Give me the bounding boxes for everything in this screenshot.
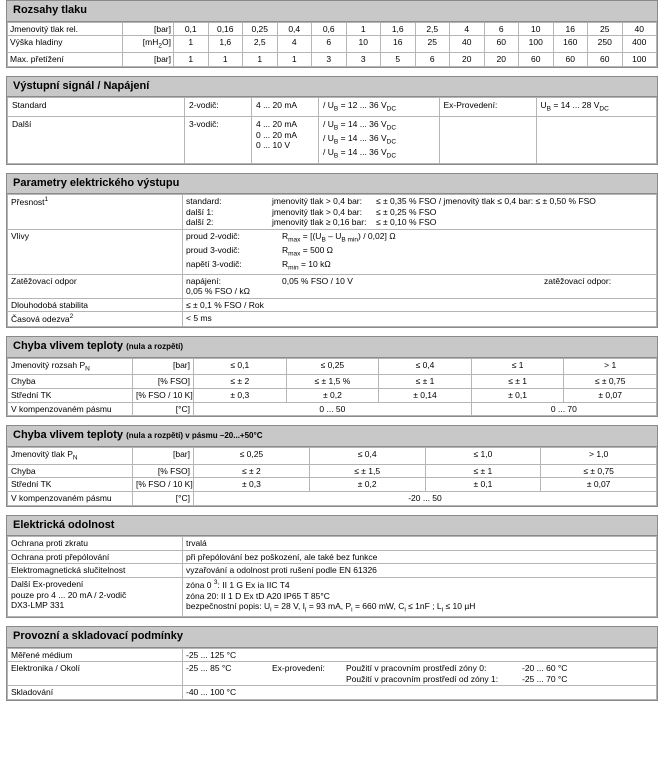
- note-text: Použití v pracovním prostředí od zóny 1:: [346, 673, 499, 684]
- cell: 0,6: [312, 22, 347, 36]
- table-row: [8, 117, 657, 163]
- cell: 6: [484, 22, 519, 36]
- supply-value: / $U_B = 12$ ... 36 $V_{DC}$: [319, 98, 440, 117]
- cell: ≤ ± 2: [194, 375, 287, 389]
- row-label: Zatěžovací odpor: [8, 274, 183, 298]
- table-row: [8, 53, 657, 67]
- value-subkey: jmenovitý tlak ≥ 0,16 bar:: [272, 217, 367, 228]
- cell: 0,16: [208, 22, 243, 36]
- row-unit: [% FSO / 10 K]: [133, 388, 194, 402]
- footnote-marker: 1: [44, 196, 49, 204]
- row-label: Max. přetížení: [8, 53, 123, 67]
- cell: 1: [174, 53, 209, 67]
- cell: 2,5: [415, 22, 450, 36]
- row-value: -25 ... 125 °C: [183, 648, 657, 662]
- cell: ≤ ± 2: [194, 464, 310, 478]
- cell: ± 0,3: [194, 388, 287, 402]
- row-label: Elektronika / Okolí: [8, 662, 183, 686]
- label-text: Časová odezva: [11, 314, 70, 325]
- value-line: zóna 20: II 1 D Ex tD A20 IP65 T 85°C: [186, 590, 330, 601]
- row-value: -40 ... 100 °C: [183, 686, 657, 700]
- cell: 3: [346, 53, 381, 67]
- section-output-signal: [6, 76, 658, 165]
- cell: 6: [312, 36, 347, 53]
- section-title: Rozsahy tlaku: [7, 1, 657, 22]
- value-key: proud 2-vodič:: [186, 231, 240, 242]
- title-text: Chyba vlivem teploty: [13, 339, 124, 352]
- signal-value: 0 ... 10 V: [256, 140, 291, 151]
- row-unit: [bar]: [123, 22, 174, 36]
- table-row: [8, 195, 657, 230]
- cell: ≤ ± 1,5 %: [286, 375, 379, 389]
- label-text: Přesnost: [11, 197, 45, 208]
- ex-label: [439, 117, 536, 163]
- cell: ± 0,2: [309, 478, 425, 492]
- cell: 1: [346, 22, 381, 36]
- row-label: Ochrana proti přepólování: [8, 550, 183, 564]
- table-row: [8, 464, 657, 478]
- cell: 3: [312, 53, 347, 67]
- cell: 1,6: [208, 36, 243, 53]
- cell: 2,5: [243, 36, 278, 53]
- cell: 100: [519, 36, 554, 53]
- ex-label: Ex-Provedení:: [439, 98, 536, 117]
- row-unit: [% FSO]: [133, 375, 194, 389]
- supply-value: / $U_B = 14$ ... 36 $V_{DC}$: [323, 119, 397, 132]
- section-title: Provozní a skladovací podmínky: [7, 627, 657, 648]
- table-row: [8, 375, 657, 389]
- title-subtext: (nula a rozpětí): [126, 341, 183, 351]
- table-row: [8, 36, 657, 53]
- table-row: [8, 358, 657, 375]
- row-unit: [bar]: [133, 358, 194, 375]
- value-line: [186, 196, 653, 207]
- row-label: Jmenovitý rozsah $P_N$: [8, 358, 133, 375]
- supply-value: / $U_B = 14$ ... 36 $V_{DC}$: [323, 132, 397, 146]
- cell: ≤ 0,4: [379, 358, 472, 375]
- row-unit: $[mH_2O]$: [123, 36, 174, 53]
- row-unit: [% FSO / 10 K]: [133, 478, 194, 492]
- value-key: napětí 3-vodič:: [186, 258, 242, 269]
- value-line: [186, 259, 653, 273]
- cell: ≤ 0,25: [286, 358, 379, 375]
- value-text: -25 ... 85 °C: [186, 663, 232, 674]
- row-value: [183, 274, 657, 298]
- row-label: Ochrana proti zkratu: [8, 537, 183, 551]
- section-title: [7, 337, 657, 358]
- value-subkey: jmenovitý tlak > 0,4 bar:: [272, 196, 363, 207]
- row-label: Chyba: [8, 464, 133, 478]
- value-line: [186, 245, 653, 259]
- row-label: Dlouhodobá stabilita: [8, 298, 183, 312]
- cell: ± 0,1: [471, 388, 564, 402]
- value-line: zóna 0 $^3$: II 1 G Ex ia IIC T4: [186, 579, 290, 590]
- table-row: [8, 298, 657, 312]
- cell: ± 0,14: [379, 388, 472, 402]
- value-line: [186, 276, 653, 297]
- table-row: [8, 274, 657, 298]
- value-text: ≤ ± 0,35 % FSO / jmenovitý tlak ≤ 0,4 bar: ≤ ± 0,50 % FSO: [376, 196, 596, 207]
- label-line: DX3-LMP 331: [11, 600, 65, 611]
- note-value: -20 ... 60 °C: [522, 663, 568, 674]
- row-value: při přepólování bez poškození, ale také bez funkce: [183, 550, 657, 564]
- cell: ≤ 0,4: [309, 447, 425, 464]
- cell: > 1: [564, 358, 657, 375]
- value-text: $R_{max} = 500$ Ω: [282, 244, 334, 258]
- table-row: [8, 402, 657, 416]
- section-electrical-output: [6, 173, 658, 328]
- cell: ≤ ± 1,5: [309, 464, 425, 478]
- label-line: pouze pro 4 ... 20 mA / 2-vodič: [11, 589, 127, 600]
- table-row: [8, 230, 657, 274]
- cell: 40: [622, 22, 657, 36]
- cell: 1,6: [381, 22, 416, 36]
- table-row: [8, 22, 657, 36]
- cell: 400: [622, 36, 657, 53]
- row-label: Skladování: [8, 686, 183, 700]
- cell: ≤ ± 0,75: [541, 464, 657, 478]
- row-unit: [°C]: [133, 402, 194, 416]
- section-title: Parametry elektrického výstupu: [7, 174, 657, 195]
- value-text: ≤ ± 0,10 % FSO: [376, 217, 437, 228]
- row-label: V kompenzovaném pásmu: [8, 491, 133, 505]
- cell: 10: [346, 36, 381, 53]
- label-line: Další Ex-provedení: [11, 579, 84, 590]
- row-label: Standard: [8, 98, 185, 117]
- section-title: Výstupní signál / Napájení: [7, 77, 657, 98]
- cell: ≤ 1,0: [425, 447, 541, 464]
- ex-value: [536, 117, 657, 163]
- row-label: Měřené médium: [8, 648, 183, 662]
- value-text: $R_{min} = 10$ kΩ: [282, 258, 331, 272]
- cell: 1: [208, 53, 243, 67]
- value-subkey: jmenovitý tlak > 0,4 bar:: [272, 206, 363, 217]
- cell: 16: [381, 36, 416, 53]
- supply-value: / $U_B = 14$ ... 36 $V_{DC}$: [323, 146, 397, 160]
- table-row: [8, 578, 657, 617]
- table-row: [8, 388, 657, 402]
- row-unit: [bar]: [133, 447, 194, 464]
- cell: 160: [553, 36, 588, 53]
- cell: 20: [450, 53, 485, 67]
- signal-value: 4 ... 20 mA: [256, 119, 298, 130]
- cell: 25: [415, 36, 450, 53]
- value-line: [186, 207, 653, 218]
- cell: 60: [588, 53, 623, 67]
- cell: 4: [450, 22, 485, 36]
- signal-value: 0 ... 20 mA: [256, 129, 298, 140]
- cell: 60: [484, 36, 519, 53]
- cell: > 1,0: [541, 447, 657, 464]
- value-text: ≤ ± 0,25 % FSO: [376, 206, 437, 217]
- table-row: [8, 550, 657, 564]
- row-unit: [bar]: [123, 53, 174, 67]
- cell: ≤ ± 1: [471, 375, 564, 389]
- row-label: [8, 312, 183, 326]
- section-temp-error-1: [6, 336, 658, 417]
- cell: 0,1: [174, 22, 209, 36]
- electrical-resistance-table: [7, 536, 657, 617]
- title-text: Chyba vlivem teploty: [13, 429, 124, 442]
- row-unit: [% FSO]: [133, 464, 194, 478]
- cell: ± 0,1: [425, 478, 541, 492]
- row-value: [183, 195, 657, 230]
- cell: 20: [484, 53, 519, 67]
- row-label: [8, 578, 183, 617]
- value-subkey: zatěžovací odpor:: [544, 275, 612, 286]
- row-label: Výška hladiny: [8, 36, 123, 53]
- footnote-marker: 2: [69, 313, 74, 321]
- row-label: Jmenovitý tlak $P_N$: [8, 447, 133, 464]
- value-line: [186, 674, 653, 685]
- table-row: [8, 98, 657, 117]
- row-value: ≤ ± 0,1 % FSO / Rok: [183, 298, 657, 312]
- pressure-range-table: [7, 22, 657, 67]
- row-label: Střední TK: [8, 478, 133, 492]
- value-key: proud 3-vodič:: [186, 244, 240, 255]
- note-value: -25 ... 70 °C: [522, 673, 568, 684]
- cell: -20 ... 50: [194, 491, 657, 505]
- cell: ± 0,2: [286, 388, 379, 402]
- value-text: 0,05 % FSO / 10 V: [282, 275, 353, 286]
- value-line: bezpečnostní popis: $U_i = 28$ V, $I_i = 93$ mA, $P_i = 660$ mW, $C_i \le 1nF$ ; $L_i \le 10$ µH: [186, 601, 476, 614]
- row-value: < 5 ms: [183, 312, 657, 326]
- value-key: další 1:: [186, 206, 214, 217]
- cell: 1: [277, 53, 312, 67]
- output-signal-table: [7, 97, 657, 163]
- table-row: [8, 662, 657, 686]
- value-line: [186, 663, 653, 674]
- ex-value: $U_B = 14$ ... 28 $V_{DC}$: [536, 98, 657, 117]
- cell: 0,4: [277, 22, 312, 36]
- note-text: Použití v pracovním prostředí zóny 0:: [346, 663, 487, 674]
- cell: 60: [553, 53, 588, 67]
- value-line: [186, 217, 653, 228]
- section-title: [7, 426, 657, 447]
- cell: ≤ 0,1: [194, 358, 287, 375]
- cell: ≤ 1: [471, 358, 564, 375]
- cell: 0 ... 70: [471, 402, 656, 416]
- cell: ≤ ± 0,75: [564, 375, 657, 389]
- supply-values: [319, 117, 440, 163]
- section-title: Elektrická odolnost: [7, 516, 657, 537]
- cell: 0,25: [243, 22, 278, 36]
- table-row: [8, 478, 657, 492]
- value-key: napájení:: [186, 275, 221, 286]
- cell: 100: [622, 53, 657, 67]
- cell: 1: [243, 53, 278, 67]
- section-electrical-resistance: [6, 515, 658, 618]
- value-text: $R_{max} = [(U_B - U_{B min}) / 0,02]$ Ω: [282, 231, 396, 244]
- cell: 10: [519, 22, 554, 36]
- cell: ± 0,3: [194, 478, 310, 492]
- note-key: Ex-provedení:: [272, 663, 325, 674]
- footnote-marker: 3: [213, 579, 218, 587]
- table-row: [8, 537, 657, 551]
- cell: ≤ ± 1: [379, 375, 472, 389]
- row-value: [183, 230, 657, 274]
- wiring-type: 3-vodič:: [185, 117, 252, 163]
- value-key: standard:: [186, 196, 222, 207]
- table-row: [8, 447, 657, 464]
- cell: 0 ... 50: [194, 402, 472, 416]
- table-row: [8, 312, 657, 326]
- row-label: Elektromagnetická slučitelnost: [8, 564, 183, 578]
- row-label: V kompenzovaném pásmu: [8, 402, 133, 416]
- cell: 1: [174, 36, 209, 53]
- operating-conditions-table: [7, 648, 657, 701]
- signal-value: 4 ... 20 mA: [252, 98, 319, 117]
- row-value: trvalá: [183, 537, 657, 551]
- cell: ± 0,07: [564, 388, 657, 402]
- cell: ≤ 0,25: [194, 447, 310, 464]
- section-pressure-ranges: [6, 0, 658, 68]
- row-label: Střední TK: [8, 388, 133, 402]
- row-label: Jmenovitý tlak rel.: [8, 22, 123, 36]
- cell: 25: [588, 22, 623, 36]
- cell: ≤ ± 1: [425, 464, 541, 478]
- row-value: [183, 662, 657, 686]
- cell: ± 0,07: [541, 478, 657, 492]
- row-label: Chyba: [8, 375, 133, 389]
- section-operating-conditions: [6, 626, 658, 701]
- row-label: Vlivy: [8, 230, 183, 274]
- row-unit: [°C]: [133, 491, 194, 505]
- cell: 4: [277, 36, 312, 53]
- row-label: Další: [8, 117, 185, 163]
- cell: 40: [450, 36, 485, 53]
- value-text-2: 0,05 % FSO / kΩ: [186, 286, 250, 297]
- temp-error-table-1: [7, 358, 657, 417]
- cell: 5: [381, 53, 416, 67]
- temp-error-table-2: [7, 447, 657, 506]
- cell: 60: [519, 53, 554, 67]
- table-row: [8, 648, 657, 662]
- value-key: další 2:: [186, 217, 214, 228]
- row-value: [183, 578, 657, 617]
- title-subtext: (nula a rozpětí) v pásmu –20...+50°C: [126, 431, 263, 441]
- signal-values: [252, 117, 319, 163]
- electrical-output-table: [7, 194, 657, 327]
- row-label: [8, 195, 183, 230]
- wiring-type: 2-vodič:: [185, 98, 252, 117]
- cell: 6: [415, 53, 450, 67]
- table-row: [8, 491, 657, 505]
- table-row: [8, 564, 657, 578]
- cell: 16: [553, 22, 588, 36]
- table-row: [8, 686, 657, 700]
- row-value: vyzařování a odolnost proti rušení podle EN 61326: [183, 564, 657, 578]
- value-line: [186, 231, 653, 245]
- section-temp-error-2: [6, 425, 658, 506]
- cell: 250: [588, 36, 623, 53]
